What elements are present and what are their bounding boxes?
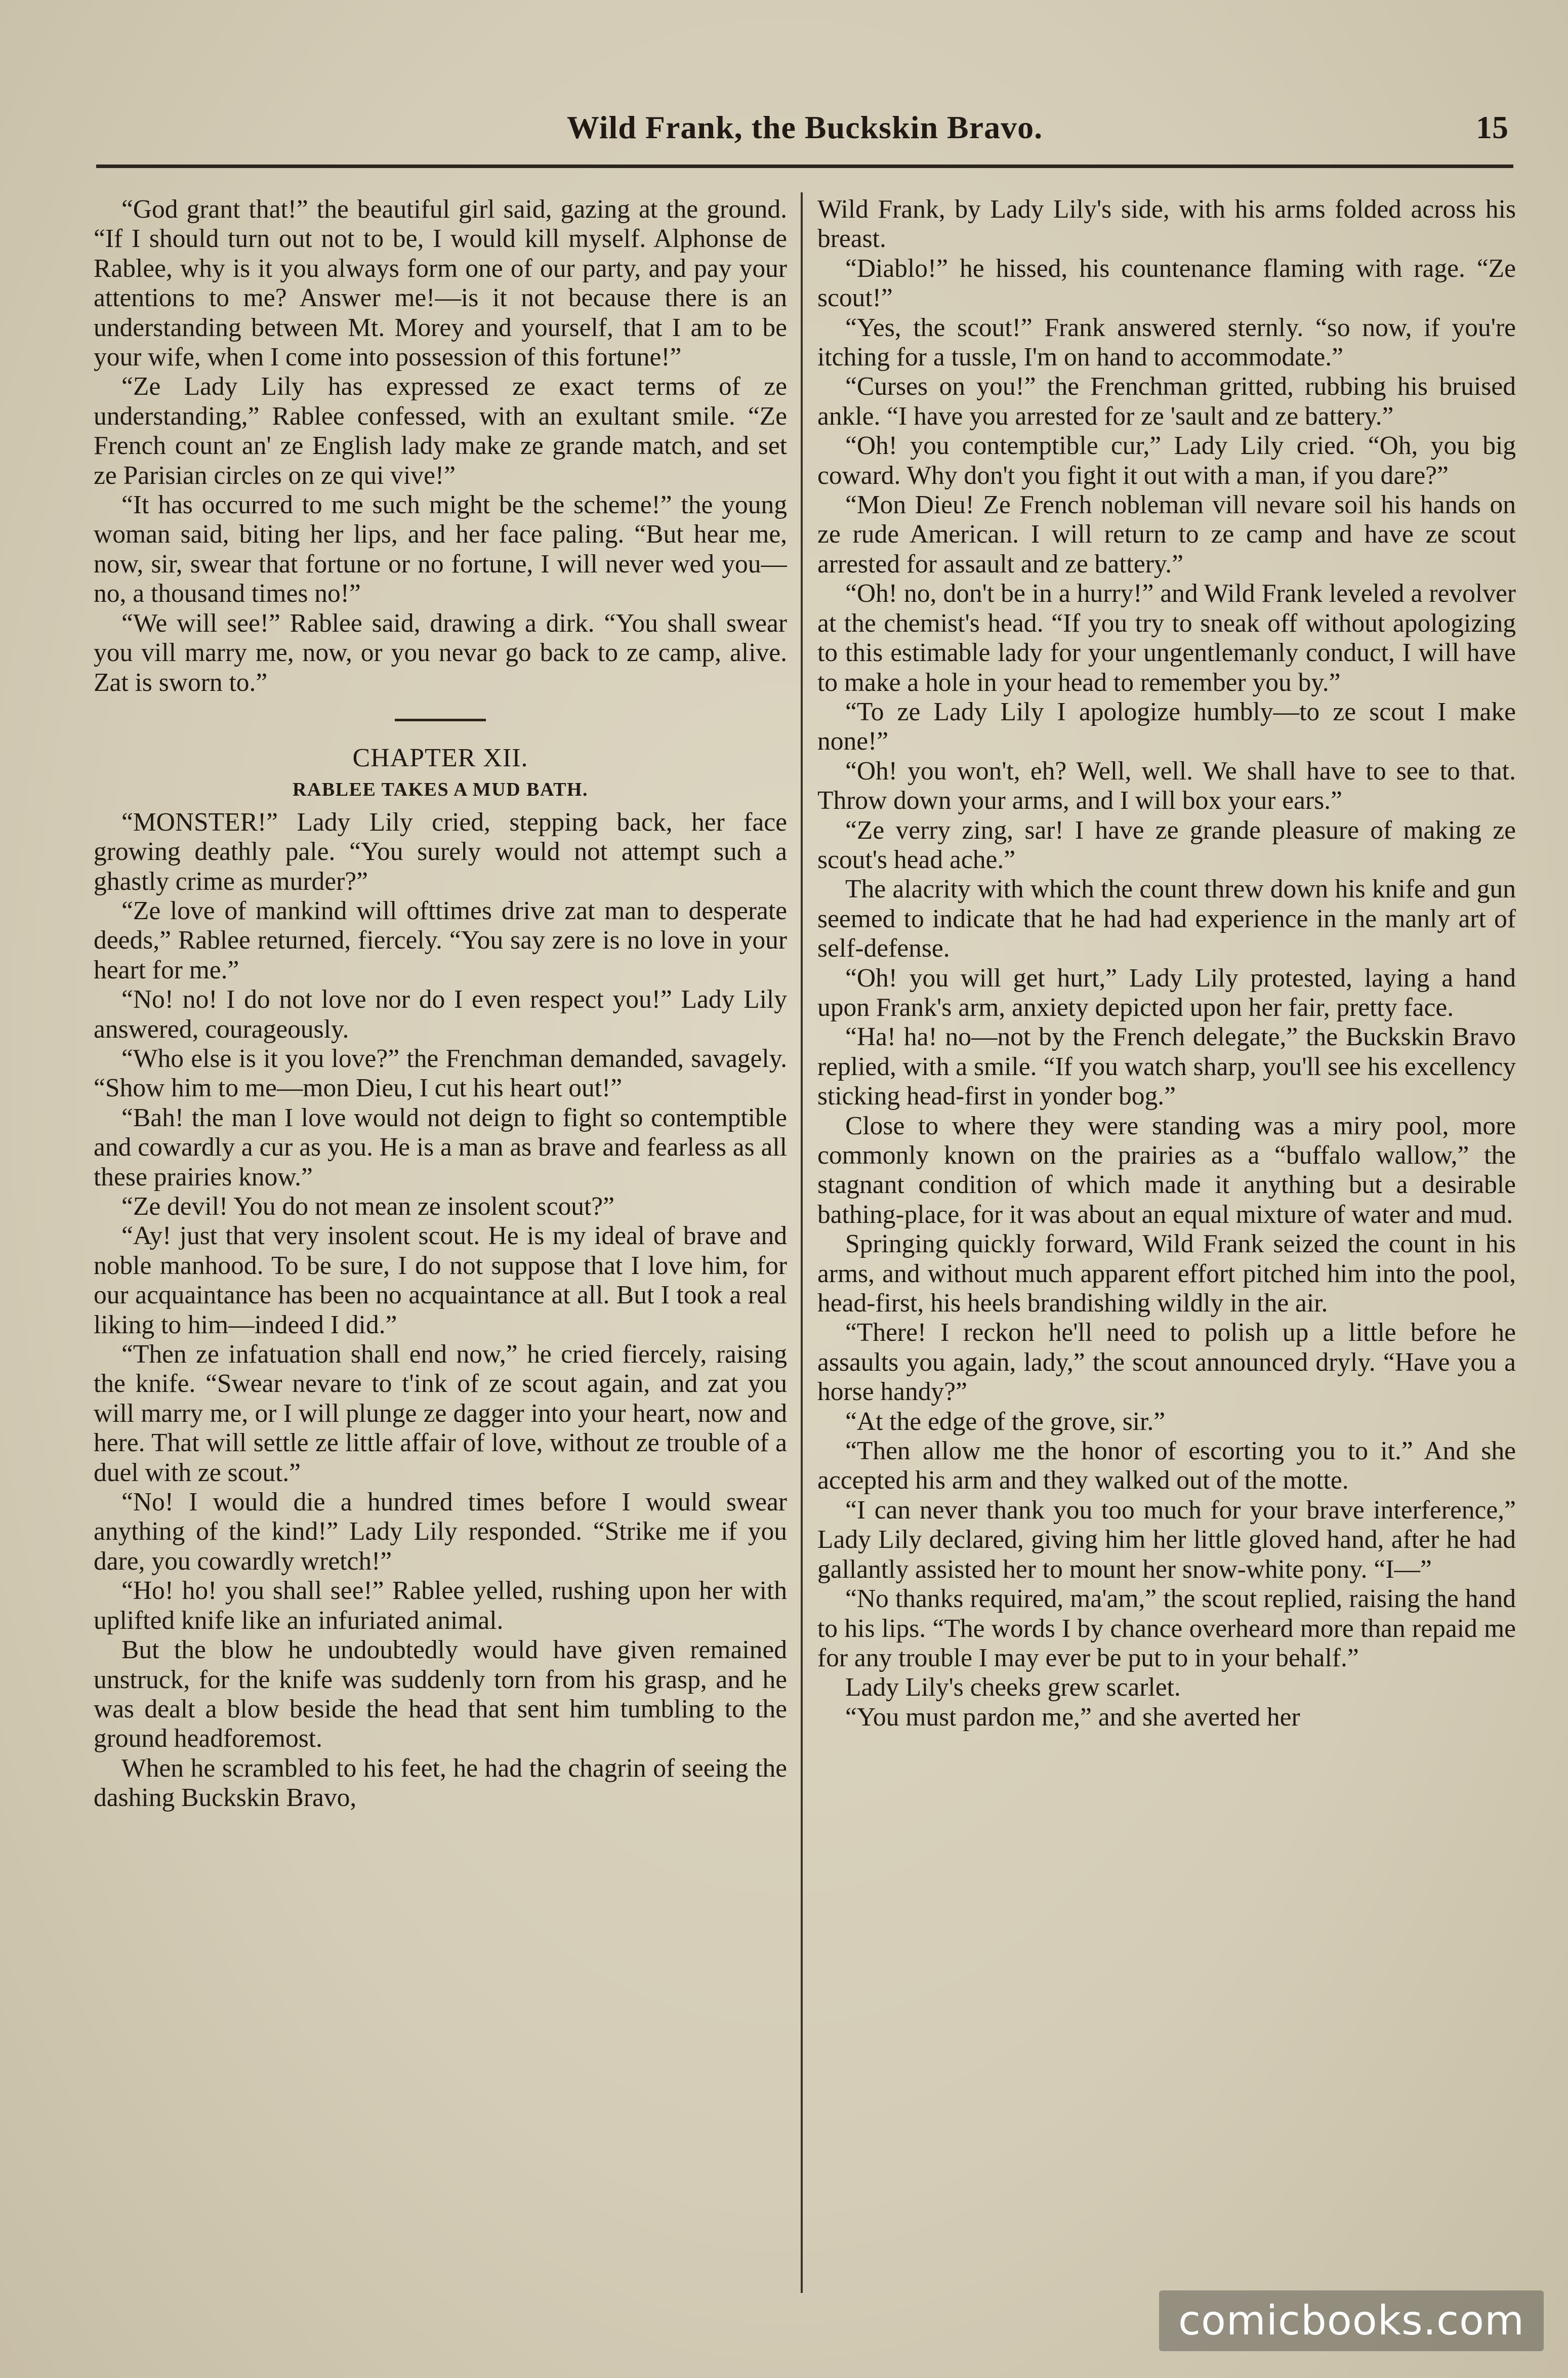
paragraph: “I can never thank you too much for your brave interference,” Lady Lily declared, giving him her little gloved hand, after he had gallantly assisted her to mount her snow-white pony. “I—”	[817, 1495, 1516, 1584]
paragraph: “Curses on you!” the Frenchman gritted, rubbing his bruised ankle. “I have you arrested for ze 'sault and ze battery.”	[817, 372, 1516, 431]
page-header	[96, 109, 1513, 168]
paragraph: “Oh! you won't, eh? Well, well. We shall have to see to that. Throw down your arms, and I will box your ears.”	[817, 756, 1516, 815]
chapter-subtitle: RABLEE TAKES A MUD BATH.	[293, 779, 588, 801]
paragraph: “Diablo!” he hissed, his countenance flaming with rage. “Ze scout!”	[817, 254, 1516, 313]
paragraph: “No thanks required, ma'am,” the scout replied, raising the hand to his lips. “The words I by chance overheard more than repaid me for any trouble I may ever be put to in your behalf.”	[817, 1584, 1516, 1672]
paragraph: “Oh! no, don't be in a hurry!” and Wild Frank leveled a revolver at the chemist's head. “If you try to sneak off without apologizing to this estimable lady for your ungentlemanly conduct, I will have to make a hole in your head to remember you by.”	[817, 579, 1516, 697]
paragraph: “Ze love of mankind will ofttimes drive zat man to desperate deeds,” Rablee returned, fiercely. “You say zere is no love in your heart for me.”	[94, 896, 787, 985]
paragraph: “Ze devil! You do not mean ze insolent scout?”	[121, 1192, 614, 1221]
left-column	[94, 195, 787, 2295]
paragraph: “Ay! just that very insolent scout. He is my ideal of brave and noble manhood. To be sure, I do not suppose that I love him, for our acquaintance has been no acquaintance at all. But I took a real liking to him—indeed I did.”	[94, 1221, 787, 1339]
paragraph: “Ho! ho! you shall see!” Rablee yelled, rushing upon her with uplifted knife like an infuriated animal.	[94, 1576, 787, 1635]
paragraph: The alacrity with which the count threw down his knife and gun seemed to indicate that he had had experience in the manly art of self-defense.	[817, 875, 1516, 963]
paragraph: “No! no! I do not love nor do I even respect you!” Lady Lily answered, courageously.	[94, 985, 787, 1044]
paragraph: “God grant that!” the beautiful girl said, gazing at the ground. “If I should turn out not to be, I would kill myself. Alphonse de Rablee, why is it you always form one of our party, and pay your attentions to me? Answer me!—is it not because there is an understanding between Mt. Morey and yourself, that I am to be your wife, when I come into possession of this fortune!”	[94, 195, 787, 372]
paragraph: “Yes, the scout!” Frank answered sternly. “so now, if you're itching for a tussle, I'm on hand to accommodate.”	[817, 313, 1516, 372]
paragraph: “Then ze infatuation shall end now,” he cried fiercely, raising the knife. “Swear nevare to t'ink of ze scout again, and zat you will marry me, or I will plunge ze dagger into your heart, now and here. That will settle ze little affair of love, without ze trouble of a duel with ze scout.”	[94, 1340, 787, 1487]
paragraph: “You must pardon me,” and she averted her	[845, 1702, 1300, 1732]
paragraph: “Bah! the man I love would not deign to fight so contemptible and cowardly a cur as you. He is a man as brave and fearless as all these prairies know.”	[94, 1103, 787, 1192]
site-watermark: comicbooks.com	[1159, 2290, 1544, 2351]
paragraph: Close to where they were standing was a miry pool, more commonly known on the prairies as a “buffalo wallow,” the stagnant condition of which made it anything but a desirable bathing-place, for it was about an equal mixture of water and mud.	[817, 1111, 1516, 1229]
paragraph: “It has occurred to me such might be the scheme!” the young woman said, biting her lips, and her face paling. “But hear me, now, sir, swear that fortune or no fortune, I will never wed you—no, a thousand times no!”	[94, 490, 787, 608]
paragraph: “Oh! you will get hurt,” Lady Lily protested, laying a hand upon Frank's arm, anxiety depicted upon her fair, pretty face.	[817, 963, 1516, 1022]
chapter-divider	[395, 719, 486, 721]
paragraph: “To ze Lady Lily I apologize humbly—to ze scout I make none!”	[817, 697, 1516, 756]
paragraph: “Ze Lady Lily has expressed ze exact terms of ze understanding,” Rablee confessed, with an exultant smile. “Ze French count an' ze English lady make ze grande match, and set ze Parisian circles on ze qui vive!”	[94, 372, 787, 490]
paragraph: “No! I would die a hundred times before I would swear anything of the kind!” Lady Lily responded. “Strike me if you dare, you cowardly wretch!”	[94, 1488, 787, 1576]
paragraph: “Ze verry zing, sar! I have ze grande pleasure of making ze scout's head ache.”	[817, 815, 1516, 874]
paragraph: “Mon Dieu! Ze French nobleman vill nevare soil his hands on ze rude American. I will return to ze camp and have ze scout arrested for assault and ze battery.”	[817, 490, 1516, 579]
paragraph: “MONSTER!” Lady Lily cried, stepping back, her face growing deathly pale. “You surely would not attempt such a ghastly crime as murder?”	[94, 807, 787, 896]
chapter-title: CHAPTER XII.	[352, 743, 528, 772]
paragraph: “Then allow me the honor of escorting you to it.” And she accepted his arm and they walked out of the motte.	[817, 1437, 1516, 1495]
column-rule	[801, 192, 803, 2293]
paragraph: But the blow he undoubtedly would have given remained unstruck, for the knife was suddenly torn from his grasp, and he was dealt a blow beside the head that sent him tumbling to the ground headforemost.	[94, 1635, 787, 1753]
paragraph: “Who else is it you love?” the Frenchman demanded, savagely. “Show him to me—mon Dieu, I cut his heart out!”	[94, 1044, 787, 1103]
paragraph: “We will see!” Rablee said, drawing a dirk. “You shall swear you vill marry me, now, or you nevar go back to ze camp, alive. Zat is sworn to.”	[94, 608, 787, 697]
paragraph: Wild Frank, by Lady Lily's side, with his arms folded across his breast.	[817, 195, 1516, 254]
paragraph: Lady Lily's cheeks grew scarlet.	[845, 1673, 1181, 1702]
paragraph: Springing quickly forward, Wild Frank seized the count in his arms, and without much apparent effort pitched him into the pool, head-first, his heels brandishing wildly in the air.	[817, 1229, 1516, 1318]
paragraph: “There! I reckon he'll need to polish up a little before he assaults you again, lady,” the scout announced dryly. “Have you a horse handy?”	[817, 1318, 1516, 1407]
paragraph: “Oh! you contemptible cur,” Lady Lily cried. “Oh, you big coward. Why don't you fight it out with a man, if you dare?”	[817, 431, 1516, 490]
right-column	[817, 195, 1516, 2295]
paragraph: “At the edge of the grove, sir.”	[845, 1407, 1166, 1436]
page-number: 15	[1476, 109, 1508, 145]
running-title: Wild Frank, the Buckskin Bravo.	[566, 109, 1043, 145]
paragraph: When he scrambled to his feet, he had the chagrin of seeing the dashing Buckskin Bravo,	[94, 1753, 787, 1813]
paragraph: “Ha! ha! no—not by the French delegate,” the Buckskin Bravo replied, with a smile. “If you watch sharp, you'll see his excellency sticking head-first in yonder bog.”	[817, 1022, 1516, 1111]
